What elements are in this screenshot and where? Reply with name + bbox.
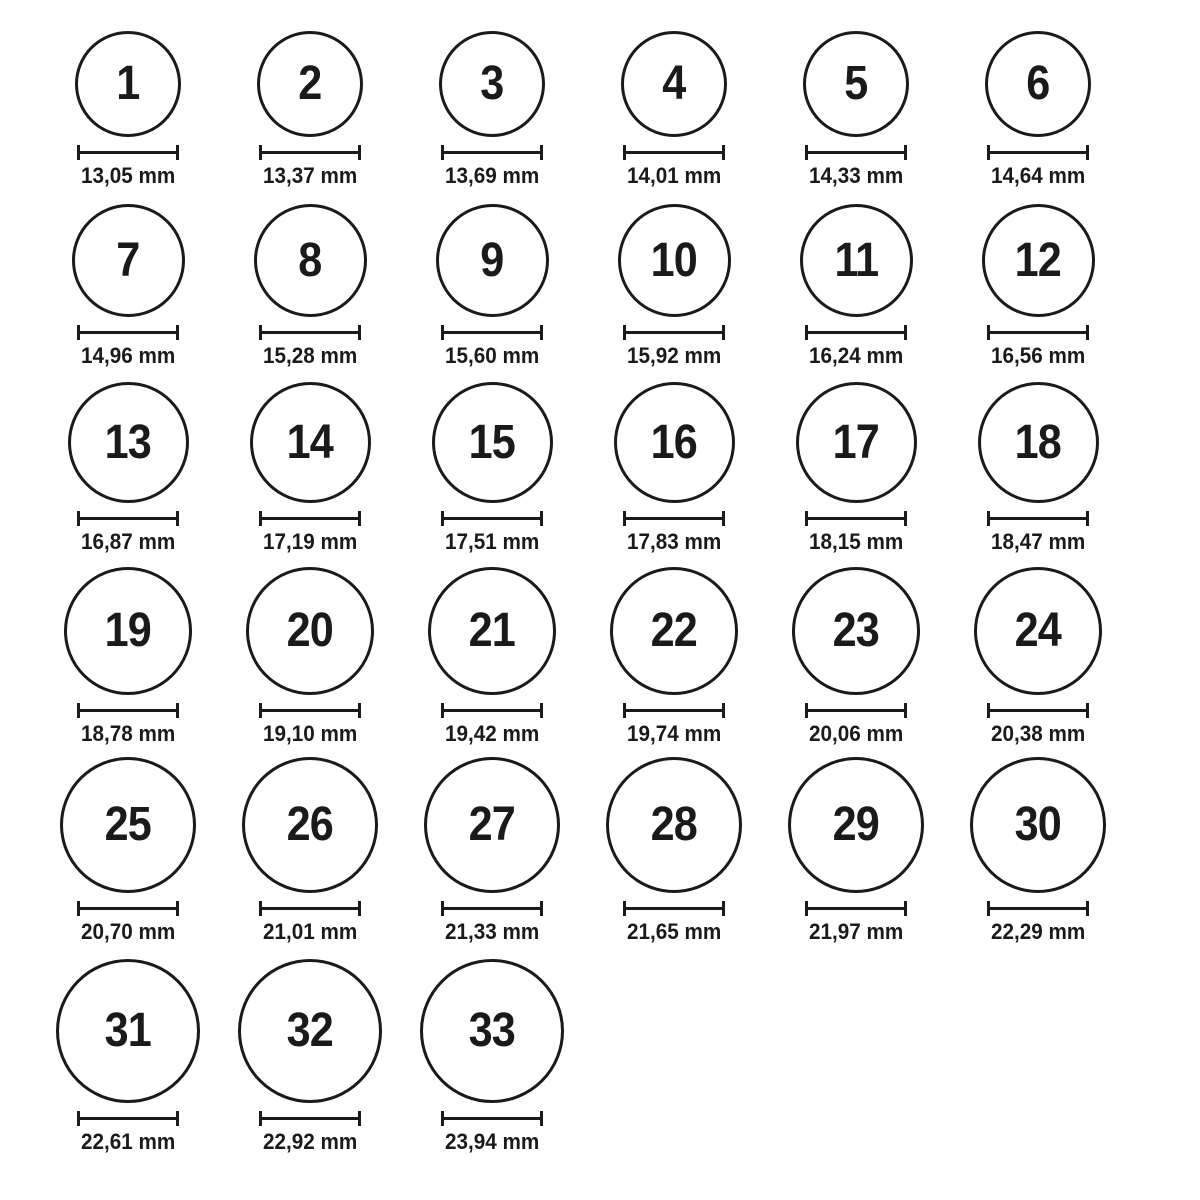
diameter-measure-line: [805, 325, 907, 340]
diameter-label: 21,65 mm: [626, 919, 722, 944]
measure-bar: [443, 517, 541, 520]
measure-tick-right-icon: [176, 511, 179, 526]
measure-bar: [79, 517, 177, 520]
measure-tick-right-icon: [540, 325, 543, 340]
diameter-measure-line: [805, 145, 907, 160]
diameter-label: 17,19 mm: [262, 529, 358, 554]
diameter-label: 13,69 mm: [444, 163, 540, 188]
diameter-label: 15,60 mm: [444, 343, 540, 368]
ring-size-item: [401, 372, 583, 558]
ring-size-number: 30: [1014, 798, 1062, 851]
ring-size-item: [947, 750, 1129, 948]
ring-circle: [424, 757, 560, 893]
ring-size-number: 22: [650, 604, 698, 657]
measure-tick-right-icon: [176, 145, 179, 160]
ring-size-number: 5: [844, 57, 868, 110]
diameter-measure-line: [77, 325, 179, 340]
diameter-measure-line: [987, 145, 1089, 160]
diameter-label: 17,51 mm: [444, 529, 540, 554]
ring-size-item: [401, 558, 583, 750]
ring-size-number: 25: [104, 798, 152, 851]
diameter-measure-line: [77, 901, 179, 916]
measure-bar: [79, 1117, 177, 1120]
measure-bar: [261, 517, 359, 520]
ring-size-item: [947, 20, 1129, 192]
measure-tick-right-icon: [176, 325, 179, 340]
measure-tick-right-icon: [722, 325, 725, 340]
ring-circle: [238, 959, 382, 1103]
diameter-measure-line: [259, 703, 361, 718]
ring-circle: [800, 204, 913, 317]
ring-circle: [970, 757, 1106, 893]
ring-size-item: [401, 20, 583, 192]
ring-size-item: [37, 558, 219, 750]
ring-circle: [792, 567, 920, 695]
measure-bar: [989, 331, 1087, 334]
measure-bar: [625, 331, 723, 334]
ring-circle: [985, 31, 1091, 137]
measure-tick-right-icon: [358, 1111, 361, 1126]
measure-bar: [79, 907, 177, 910]
ring-size-number: 18: [1014, 415, 1062, 469]
diameter-label: 16,56 mm: [990, 343, 1086, 368]
ring-size-number: 10: [650, 233, 698, 287]
ring-size-number: 21: [468, 604, 516, 657]
ring-circle: [439, 31, 545, 137]
ring-size-number: 31: [104, 1004, 152, 1057]
ring-size-item: [219, 948, 401, 1158]
measure-tick-right-icon: [540, 703, 543, 718]
diameter-label: 20,70 mm: [80, 919, 176, 944]
ring-size-number: 4: [662, 57, 686, 110]
measure-tick-right-icon: [1086, 703, 1089, 718]
measure-tick-right-icon: [1086, 901, 1089, 916]
ring-circle: [72, 204, 185, 317]
ring-size-item: [765, 20, 947, 192]
diameter-label: 14,33 mm: [808, 163, 904, 188]
ring-size-number: 23: [832, 604, 880, 657]
measure-tick-right-icon: [1086, 325, 1089, 340]
ring-size-number: 19: [104, 604, 152, 657]
ring-circle: [254, 204, 367, 317]
diameter-label: 19,42 mm: [444, 721, 540, 746]
ring-size-number: 33: [468, 1004, 516, 1057]
diameter-label: 22,61 mm: [80, 1129, 176, 1154]
ring-circle: [803, 31, 909, 137]
ring-size-item: [37, 372, 219, 558]
measure-tick-right-icon: [722, 901, 725, 916]
diameter-label: 17,83 mm: [626, 529, 722, 554]
ring-size-item: [947, 558, 1129, 750]
ring-size-number: 7: [116, 233, 140, 287]
diameter-measure-line: [805, 511, 907, 526]
ring-size-item: [219, 20, 401, 192]
ring-circle: [978, 382, 1099, 503]
diameter-measure-line: [259, 325, 361, 340]
diameter-label: 14,01 mm: [626, 163, 722, 188]
diameter-label: 15,28 mm: [262, 343, 358, 368]
measure-bar: [989, 709, 1087, 712]
ring-size-number: 14: [286, 415, 334, 469]
ring-size-item: [765, 558, 947, 750]
ring-circle: [982, 204, 1095, 317]
diameter-measure-line: [77, 1111, 179, 1126]
diameter-measure-line: [441, 325, 543, 340]
ring-size-item: [219, 372, 401, 558]
ring-circle: [64, 567, 192, 695]
measure-tick-right-icon: [904, 145, 907, 160]
ring-circle: [428, 567, 556, 695]
measure-bar: [807, 709, 905, 712]
diameter-measure-line: [441, 145, 543, 160]
diameter-label: 13,37 mm: [262, 163, 358, 188]
diameter-label: 16,24 mm: [808, 343, 904, 368]
diameter-label: 13,05 mm: [80, 163, 176, 188]
ring-size-number: 28: [650, 798, 698, 851]
diameter-label: 22,92 mm: [262, 1129, 358, 1154]
ring-circle: [796, 382, 917, 503]
measure-tick-right-icon: [904, 703, 907, 718]
measure-bar: [625, 709, 723, 712]
ring-size-number: 12: [1014, 233, 1062, 287]
diameter-label: 21,01 mm: [262, 919, 358, 944]
diameter-measure-line: [623, 703, 725, 718]
diameter-measure-line: [441, 703, 543, 718]
diameter-measure-line: [77, 145, 179, 160]
measure-tick-right-icon: [540, 901, 543, 916]
diameter-measure-line: [987, 511, 1089, 526]
ring-size-number: 27: [468, 798, 516, 851]
diameter-label: 18,47 mm: [990, 529, 1086, 554]
ring-size-number: 9: [480, 233, 504, 287]
measure-bar: [443, 1117, 541, 1120]
measure-bar: [261, 709, 359, 712]
ring-size-number: 13: [104, 415, 152, 469]
measure-bar: [807, 517, 905, 520]
ring-size-item: [947, 372, 1129, 558]
ring-size-number: 11: [834, 233, 878, 287]
diameter-measure-line: [77, 703, 179, 718]
diameter-label: 18,78 mm: [80, 721, 176, 746]
diameter-label: 19,10 mm: [262, 721, 358, 746]
ring-size-item: [401, 192, 583, 372]
diameter-measure-line: [623, 145, 725, 160]
measure-bar: [79, 709, 177, 712]
measure-tick-right-icon: [358, 511, 361, 526]
ring-size-item: [219, 558, 401, 750]
measure-tick-right-icon: [358, 325, 361, 340]
measure-tick-right-icon: [358, 703, 361, 718]
measure-bar: [807, 331, 905, 334]
diameter-measure-line: [623, 325, 725, 340]
ring-size-number: 8: [298, 233, 322, 287]
ring-circle: [75, 31, 181, 137]
diameter-measure-line: [77, 511, 179, 526]
ring-size-item: [37, 750, 219, 948]
diameter-measure-line: [805, 703, 907, 718]
ring-size-number: 15: [468, 415, 516, 469]
ring-circle: [68, 382, 189, 503]
ring-circle: [257, 31, 363, 137]
ring-size-item: [219, 192, 401, 372]
ring-size-item: [765, 750, 947, 948]
ring-size-number: 1: [116, 57, 140, 110]
measure-tick-right-icon: [540, 511, 543, 526]
diameter-label: 20,06 mm: [808, 721, 904, 746]
diameter-measure-line: [441, 901, 543, 916]
measure-bar: [443, 151, 541, 154]
measure-tick-right-icon: [540, 145, 543, 160]
ring-size-number: 6: [1026, 57, 1050, 110]
measure-tick-right-icon: [358, 901, 361, 916]
diameter-measure-line: [259, 145, 361, 160]
diameter-measure-line: [259, 511, 361, 526]
measure-bar: [443, 709, 541, 712]
measure-bar: [989, 517, 1087, 520]
diameter-label: 20,38 mm: [990, 721, 1086, 746]
ring-circle: [436, 204, 549, 317]
ring-size-item: [583, 372, 765, 558]
measure-bar: [625, 907, 723, 910]
measure-bar: [261, 151, 359, 154]
measure-bar: [443, 331, 541, 334]
ring-circle: [621, 31, 727, 137]
ring-size-item: [583, 750, 765, 948]
diameter-measure-line: [987, 703, 1089, 718]
diameter-label: 19,74 mm: [626, 721, 722, 746]
measure-bar: [261, 1117, 359, 1120]
ring-circle: [974, 567, 1102, 695]
ring-size-item: [37, 192, 219, 372]
ring-size-item: [583, 192, 765, 372]
measure-tick-right-icon: [358, 145, 361, 160]
measure-tick-right-icon: [904, 901, 907, 916]
measure-bar: [443, 907, 541, 910]
diameter-measure-line: [805, 901, 907, 916]
diameter-measure-line: [441, 511, 543, 526]
ring-size-item: [401, 948, 583, 1158]
diameter-measure-line: [987, 901, 1089, 916]
ring-size-number: 32: [286, 1004, 334, 1057]
diameter-label: 23,94 mm: [444, 1129, 540, 1154]
measure-bar: [261, 331, 359, 334]
measure-tick-right-icon: [540, 1111, 543, 1126]
ring-size-item: [219, 750, 401, 948]
measure-tick-right-icon: [1086, 145, 1089, 160]
diameter-label: 14,64 mm: [990, 163, 1086, 188]
ring-size-item: [583, 558, 765, 750]
ring-circle: [420, 959, 564, 1103]
measure-tick-right-icon: [722, 703, 725, 718]
ring-circle: [242, 757, 378, 893]
ring-size-number: 24: [1014, 604, 1062, 657]
diameter-measure-line: [441, 1111, 543, 1126]
ring-size-item: [765, 192, 947, 372]
diameter-label: 14,96 mm: [80, 343, 176, 368]
measure-tick-right-icon: [1086, 511, 1089, 526]
diameter-measure-line: [259, 1111, 361, 1126]
measure-bar: [625, 517, 723, 520]
diameter-label: 15,92 mm: [626, 343, 722, 368]
diameter-measure-line: [623, 901, 725, 916]
measure-bar: [79, 151, 177, 154]
ring-size-item: [37, 20, 219, 192]
ring-size-number: 17: [832, 415, 880, 469]
ring-size-item: [37, 948, 219, 1158]
ring-circle: [610, 567, 738, 695]
diameter-measure-line: [623, 511, 725, 526]
measure-bar: [261, 907, 359, 910]
ring-size-item: [947, 192, 1129, 372]
diameter-measure-line: [987, 325, 1089, 340]
measure-bar: [989, 907, 1087, 910]
ring-size-number: 20: [286, 604, 334, 657]
ring-size-item: [401, 750, 583, 948]
ring-circle: [60, 757, 196, 893]
ring-size-number: 16: [650, 415, 698, 469]
diameter-label: 21,97 mm: [808, 919, 904, 944]
measure-bar: [79, 331, 177, 334]
diameter-label: 18,15 mm: [808, 529, 904, 554]
ring-circle: [614, 382, 735, 503]
measure-tick-right-icon: [176, 703, 179, 718]
measure-tick-right-icon: [722, 511, 725, 526]
ring-circle: [432, 382, 553, 503]
measure-bar: [989, 151, 1087, 154]
ring-size-number: 29: [832, 798, 880, 851]
diameter-label: 22,29 mm: [990, 919, 1086, 944]
measure-tick-right-icon: [904, 325, 907, 340]
measure-bar: [807, 907, 905, 910]
ring-circle: [246, 567, 374, 695]
ring-circle: [606, 757, 742, 893]
ring-size-item: [765, 372, 947, 558]
measure-tick-right-icon: [904, 511, 907, 526]
ring-size-item: [583, 20, 765, 192]
diameter-measure-line: [259, 901, 361, 916]
measure-tick-right-icon: [722, 145, 725, 160]
diameter-label: 21,33 mm: [444, 919, 540, 944]
measure-bar: [807, 151, 905, 154]
measure-bar: [625, 151, 723, 154]
ring-size-number: 2: [298, 57, 322, 110]
diameter-label: 16,87 mm: [80, 529, 176, 554]
ring-circle: [618, 204, 731, 317]
ring-size-number: 3: [480, 57, 504, 110]
ring-circle: [250, 382, 371, 503]
measure-tick-right-icon: [176, 1111, 179, 1126]
measure-tick-right-icon: [176, 901, 179, 916]
ring-size-number: 26: [286, 798, 334, 851]
ring-circle: [788, 757, 924, 893]
ring-circle: [56, 959, 200, 1103]
